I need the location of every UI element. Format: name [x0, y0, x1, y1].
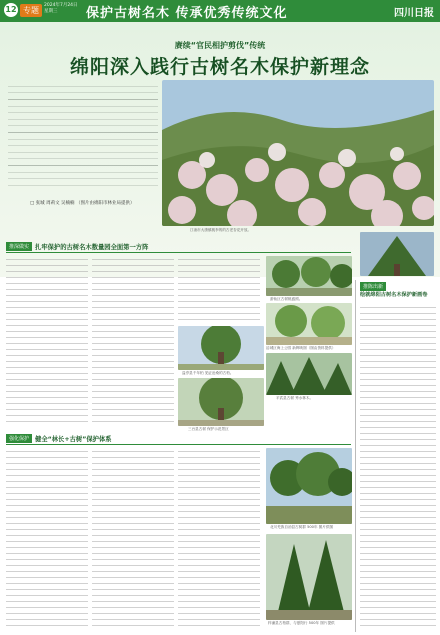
photo-cypress-g — [266, 534, 352, 620]
column-separator — [355, 280, 356, 632]
body-text-col-7 — [360, 304, 436, 630]
hero-photo — [162, 80, 434, 226]
body-text-col-5 — [92, 448, 174, 630]
section-heading-2 — [6, 434, 112, 443]
section-title-2: 健全“林长+古树”保护体系 — [35, 436, 112, 443]
caption-d: 平武县古树 秀水林木。 — [276, 396, 314, 400]
caption-c: 涪城区海上公园 新辉映图（图由资料提供） — [266, 346, 336, 350]
masthead-bar — [0, 0, 440, 22]
body-text-col-3 — [178, 256, 260, 324]
issue-date: 2024年7月24日 星期三 — [44, 3, 78, 14]
photo-forest-d — [266, 353, 352, 395]
article-headline: 绵阳深入践行古树名木保护新理念 — [69, 56, 370, 78]
body-text-col-2 — [92, 256, 174, 426]
section-badge-3: 推陈出新 — [360, 282, 386, 291]
page-topic-title: 保护古树名木 传承优秀传统文化 — [86, 6, 288, 21]
caption-b: 盐亭县千年柏 见证沧桑的古柏。 — [182, 371, 234, 375]
caption-g: 梓潼县古柏群，与夏阳行 500年 图片提供 — [268, 621, 335, 625]
photo-grove-f — [266, 448, 352, 524]
photo-cypress-tree — [360, 232, 434, 276]
article-kicker: 赓续“官民相护剪伐”传统 — [174, 41, 266, 50]
byline: □ 张城 周莉文 吴楠楠 （图片由绵阳市林业局提供） — [30, 201, 135, 206]
body-text-col-4 — [6, 448, 88, 630]
body-text-col-6 — [178, 448, 260, 630]
section-heading-1 — [6, 242, 148, 251]
section-title-3: 绘就绵阳古树名木保护新画卷 — [360, 292, 428, 298]
caption-a: 游仙区古树桃盛照。 — [270, 297, 303, 301]
photo-demo-e — [178, 378, 264, 426]
section-divider-1 — [6, 252, 351, 253]
section-heading-3 — [360, 282, 427, 300]
page-number: 12 — [4, 3, 18, 17]
section-tag: 专题 — [20, 4, 42, 17]
section-badge-2: 强化保护 — [6, 434, 32, 443]
body-text-col-1 — [6, 256, 88, 426]
photo-ancient-tree-b — [178, 326, 264, 370]
section-divider-2 — [6, 444, 351, 445]
intro-paragraph — [8, 82, 158, 186]
photo-park-c — [266, 303, 352, 345]
section-title-1: 扎牢保护的古树名木数量园全面第一方阵 — [35, 244, 149, 251]
hero-caption: 江油市大康镇桃李的的古老杏花开放。 — [190, 228, 252, 232]
section-badge-1: 推深做实 — [6, 242, 32, 251]
caption-f: 北川羌族自治县古树群 500年 图片供图 — [270, 525, 334, 529]
photo-grove-a — [266, 256, 352, 296]
caption-e: 三台县古树 保护示范景区 — [188, 427, 229, 431]
newspaper-logo: 四川日报 — [394, 8, 434, 19]
